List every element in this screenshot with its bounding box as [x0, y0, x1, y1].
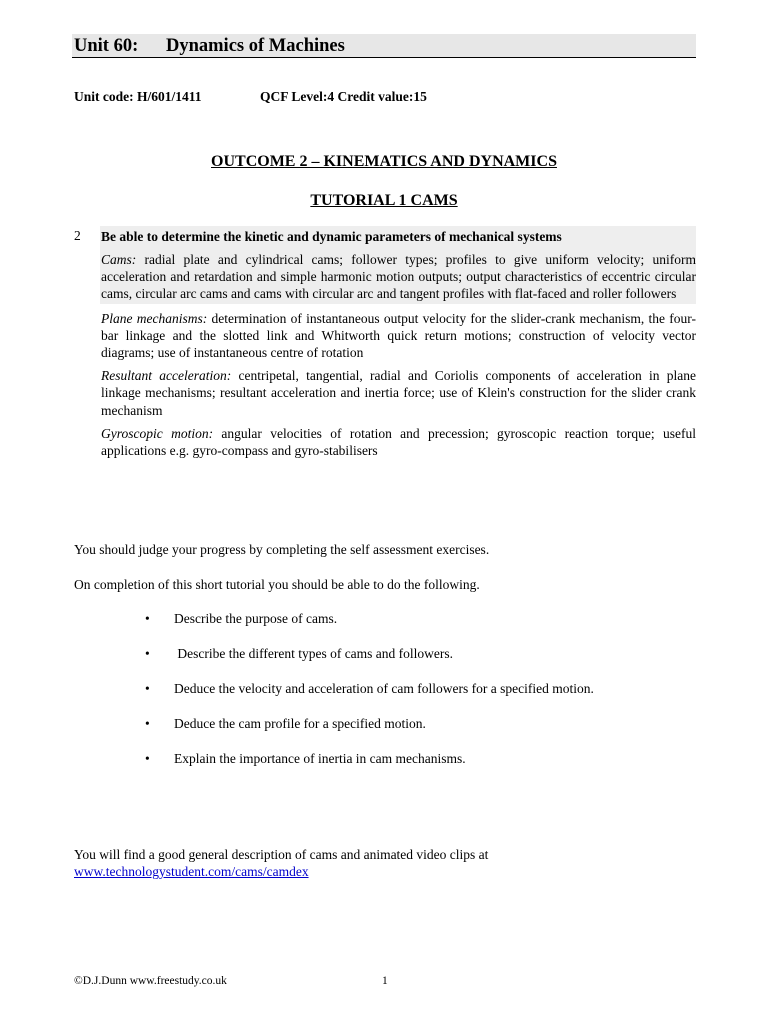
- list-item: [145, 680, 594, 715]
- list-item: [145, 645, 594, 680]
- syllabus-item-lead: Gyroscopic motion:: [101, 425, 214, 441]
- objective-text: Deduce the cam profile for a specified motion.: [174, 716, 426, 731]
- objectives-list: [145, 610, 594, 785]
- bullet-icon: •: [145, 751, 150, 766]
- syllabus-item-lead: Cams:: [101, 252, 137, 267]
- syllabus-item-text: centripetal, tangential, radial and Coriolis components of acceleration in plane linkage mechanisms; resultant acceleration and inertia force; use of Klein's construction for the slider crank mechanism: [101, 368, 696, 418]
- syllabus-item-plane-mechanisms: [100, 310, 696, 362]
- syllabus-heading-row: [72, 226, 696, 248]
- syllabus-item-text: determination of instantaneous output velocity for the slider-crank mechanism, the four-bar linkage and the slotted link and Whitworth quick return motions; construction of velocity vector diagrams; use of instantaneous centre of rotation: [101, 310, 696, 361]
- bullet-icon: •: [145, 681, 150, 696]
- syllabus-number: 2: [74, 228, 81, 243]
- resource-text: You will find a good general description of cams and animated video clips at: [74, 847, 489, 862]
- syllabus-item-text: radial plate and cylindrical cams; follower types; profiles to give uniform velocity; uniform acceleration and retardation and simple harmonic motion outputs; output characteristics of eccentric circular cams, circular arc cams and cams with circular arc and tangent profiles with flat-faced and roller followers: [101, 252, 696, 302]
- outcome-title: OUTCOME 2 – KINEMATICS AND DYNAMICS: [211, 153, 557, 170]
- footer-copyright: ©D.J.Dunn www.freestudy.co.uk: [74, 975, 227, 987]
- syllabus-item-resultant-acceleration: [100, 367, 696, 419]
- syllabus-item-lead: Resultant acceleration:: [101, 368, 232, 384]
- objective-text: Describe the purpose of cams.: [174, 611, 338, 626]
- bullet-icon: •: [145, 716, 150, 731]
- unit-header: [72, 34, 696, 58]
- objective-text: Describe the different types of cams and followers.: [174, 646, 454, 661]
- resource-paragraph: [74, 846, 694, 880]
- list-item: [145, 750, 594, 785]
- completion-text: On completion of this short tutorial you should be able to do the following.: [74, 577, 480, 592]
- qcf-level-credit: QCF Level:4 Credit value:15: [260, 89, 427, 104]
- syllabus-item-lead: Plane mechanisms:: [101, 310, 208, 326]
- unit-code: Unit code: H/601/1411: [74, 89, 202, 104]
- tutorial-title: TUTORIAL 1 CAMS: [310, 192, 458, 209]
- judge-progress-text: You should judge your progress by completing the self assessment exercises.: [74, 542, 490, 557]
- bullet-icon: •: [145, 646, 150, 661]
- page-number: 1: [382, 975, 388, 987]
- technologystudent-link[interactable]: www.technologystudent.com/cams/camdex: [74, 864, 309, 879]
- syllabus-item-text: angular velocities of rotation and precession; gyroscopic reaction torque; useful applications e.g. gyro-compass and gyro-stabilisers: [101, 425, 696, 459]
- unit-code-line: [74, 89, 427, 105]
- unit-number: Unit 60:: [74, 36, 139, 56]
- syllabus-item-cams: [100, 248, 696, 304]
- objective-text: Deduce the velocity and acceleration of cam followers for a specified motion.: [174, 681, 594, 696]
- objective-text: Explain the importance of inertia in cam mechanisms.: [174, 751, 466, 766]
- unit-title: Dynamics of Machines: [166, 36, 345, 56]
- syllabus-heading: Be able to determine the kinetic and dynamic parameters of mechanical systems: [100, 226, 696, 248]
- syllabus-item-gyroscopic-motion: [100, 425, 696, 459]
- syllabus-block: [72, 226, 696, 459]
- list-item: [145, 715, 594, 750]
- bullet-icon: •: [145, 611, 150, 626]
- list-item: [145, 610, 594, 645]
